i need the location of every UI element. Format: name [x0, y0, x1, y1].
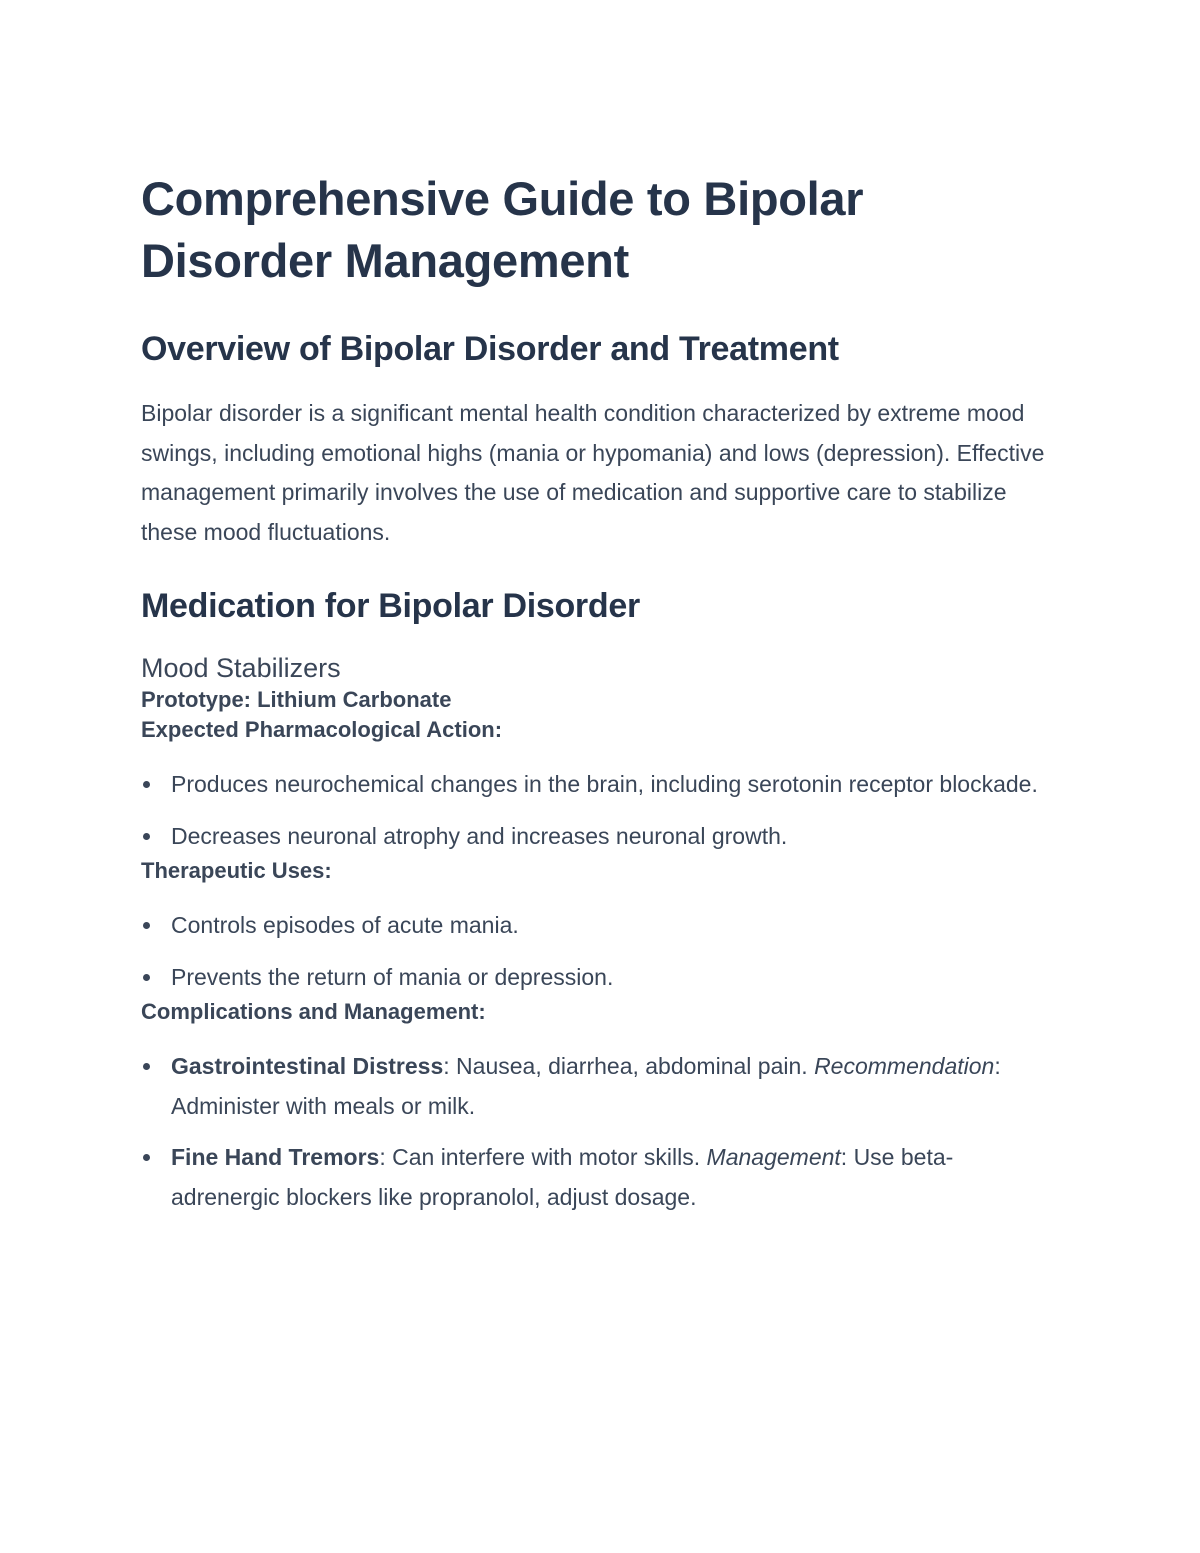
bullet-icon [143, 1063, 150, 1070]
complication-description: : Nausea, diarrhea, abdominal pain. [443, 1053, 815, 1079]
bullet-icon [143, 833, 150, 840]
list-item [141, 765, 1056, 805]
mood-stabilizers-heading: Mood Stabilizers [141, 653, 341, 683]
list-item [141, 906, 1056, 946]
list-item-text: Controls episodes of acute mania. [171, 912, 519, 938]
complication-term: Gastrointestinal Distress [171, 1053, 444, 1079]
therapeutic-uses-label: Therapeutic Uses: [141, 858, 332, 883]
complication-note-label: Management [706, 1144, 841, 1170]
complication-description: : Can interfere with motor skills. [379, 1144, 707, 1170]
list-item-text: Prevents the return of mania or depression. [171, 963, 614, 990]
list-item [141, 817, 1056, 857]
overview-paragraph: Bipolar disorder is a significant mental health condition characterized by extreme mood swings, including emotional highs (mania or hypomania) and lows (depression). Effective management primarily involves the use of medication and supportive care to stabilize these mood fluctuations. [141, 400, 1045, 545]
list-item-text: Produces neurochemical changes in the brain, including serotonin receptor blockade. [171, 771, 1038, 797]
complication-note-label: Recommendation [814, 1053, 995, 1079]
bullet-icon [143, 1154, 150, 1161]
prototype-label: Prototype: Lithium Carbonate [141, 687, 452, 712]
pharmacological-action-label: Expected Pharmacological Action: [141, 717, 503, 742]
therapeutic-uses-list [141, 906, 1056, 997]
list-item [141, 1047, 1056, 1126]
complication-note: : Use beta-adrenergic blockers like propranolol, adjust dosage. [171, 1144, 954, 1210]
list-item [141, 958, 1056, 998]
document-title: Comprehensive Guide to Bipolar Disorder Management [141, 172, 864, 287]
complication-note: : Administer with meals or milk. [171, 1053, 1001, 1119]
bullet-icon [143, 922, 150, 929]
list-item [141, 1138, 1056, 1217]
complication-term: Fine Hand Tremors [171, 1144, 380, 1170]
document-page [141, 168, 1056, 1217]
bullet-icon [143, 781, 150, 788]
list-item-text: Decreases neuronal atrophy and increases neuronal growth. [171, 822, 788, 849]
bullet-icon [143, 974, 150, 981]
complications-list [141, 1047, 1056, 1217]
pharmacological-action-list [141, 765, 1056, 856]
overview-heading: Overview of Bipolar Disorder and Treatment [141, 330, 839, 368]
complications-label: Complications and Management: [141, 999, 486, 1024]
medication-heading: Medication for Bipolar Disorder [141, 587, 640, 625]
